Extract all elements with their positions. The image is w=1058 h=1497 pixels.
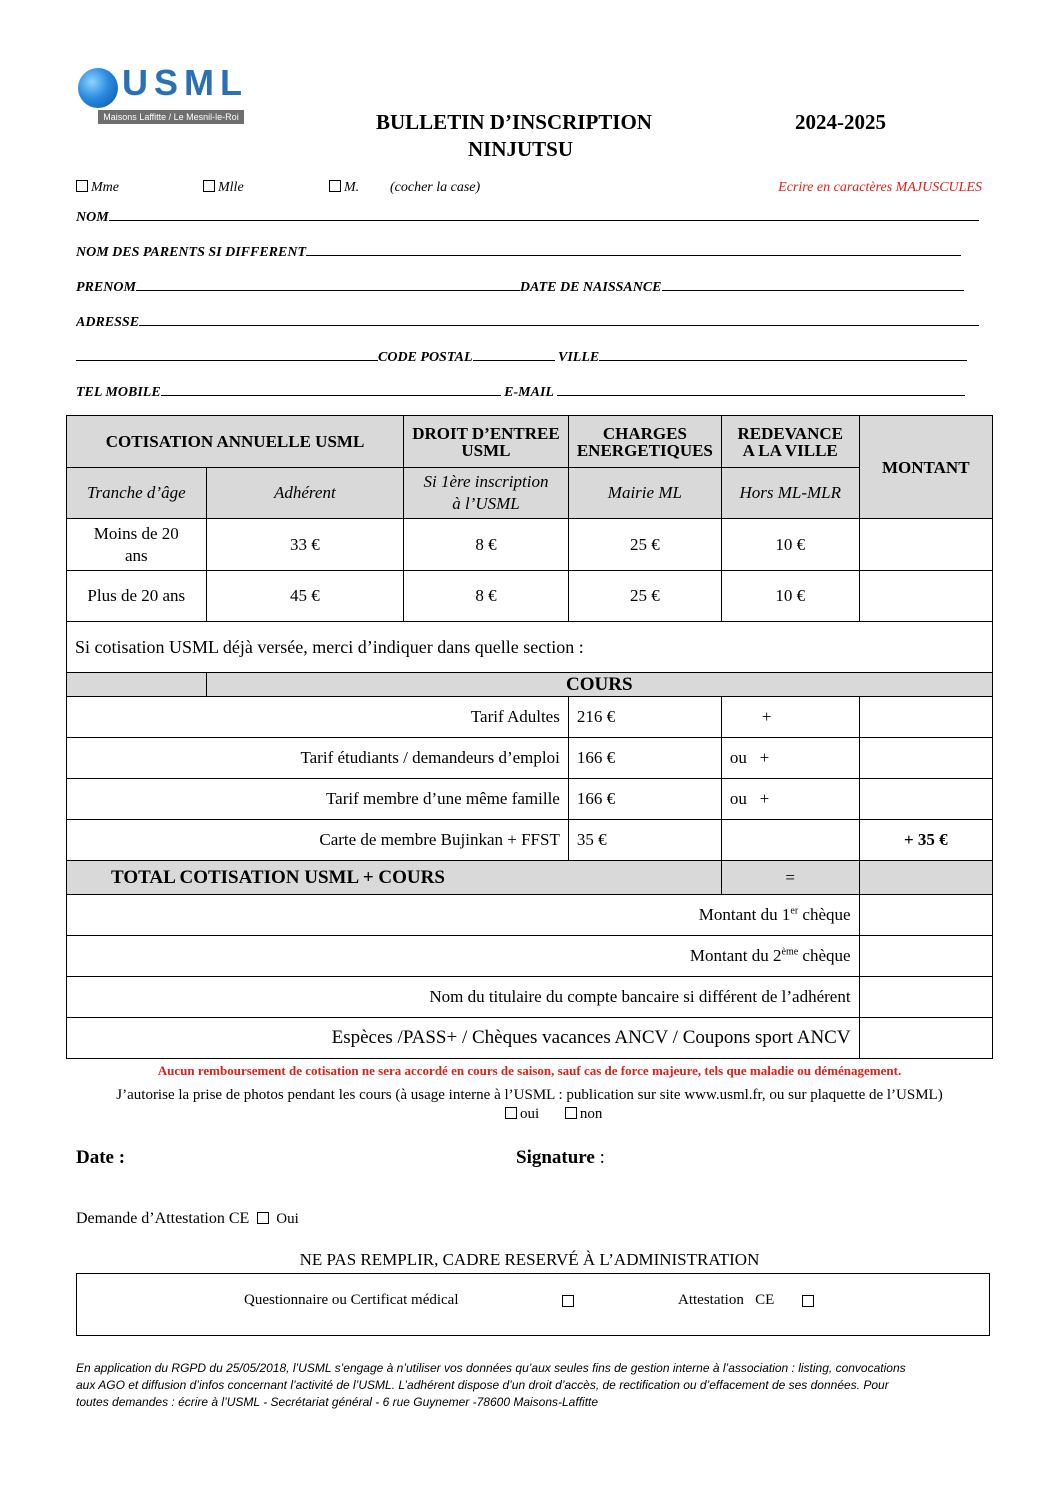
- payment-field[interactable]: [859, 1018, 992, 1059]
- header-charges: CHARGES ENERGETIQUES: [568, 416, 721, 468]
- photo-non[interactable]: non: [565, 1106, 603, 1122]
- civility-mme[interactable]: Mme: [76, 180, 119, 196]
- logo-subtitle: Maisons Laffitte / Le Mesnil-le-Roi: [98, 110, 244, 124]
- field-nom[interactable]: NOM: [76, 207, 982, 226]
- montant-cell[interactable]: [859, 779, 992, 820]
- checkbox-icon[interactable]: [257, 1212, 269, 1224]
- gdpr-notice: En application du RGPD du 25/05/2018, l’USML s’engage à n’utiliser vos données qu’aux seules fins de gestion interne à l’association : listing, convocations aux AGO et diffusion d’infos concernant l’activité de l’USML. L’adhérent dispose d’un droit d’accès, de rectification ou d’effacement de ses données. Pour toutes demandes : écrire à l’USML - Secrétariat général - 6 rue Guynemer -78600 Maisons-Laffitte: [76, 1361, 906, 1409]
- montant-cell[interactable]: [859, 571, 992, 622]
- admin-attestation: Attestation CE: [678, 1292, 775, 1308]
- refund-warning: Aucun remboursement de cotisation ne sera accordé en cours de saison, sauf cas de force majeure, tels que maladie ou déménagement.: [157, 1063, 902, 1078]
- total-label: TOTAL COTISATION USML + COURS: [67, 861, 722, 895]
- civility-mlle[interactable]: Mlle: [203, 180, 244, 196]
- checkbox-icon[interactable]: [565, 1107, 577, 1119]
- cheque2-label: Montant du 2ème chèque: [67, 936, 860, 977]
- logo-name: USML: [122, 62, 248, 103]
- sub-mairie: Mairie ML: [568, 468, 721, 519]
- sub-premiere: Si 1ère inscription à l’USML: [404, 468, 569, 519]
- total-op: =: [721, 861, 859, 895]
- caps-notice: Ecrire en caractères MAJUSCULES: [778, 180, 982, 195]
- photo-choices: [505, 1106, 602, 1123]
- titulaire-label: Nom du titulaire du compte bancaire si différent de l’adhérent: [67, 977, 860, 1018]
- field-adresse[interactable]: ADRESSE: [76, 312, 982, 331]
- sub-hors: Hors ML-MLR: [721, 468, 859, 519]
- section-note[interactable]: Si cotisation USML déjà versée, merci d’indiquer dans quelle section :: [67, 622, 993, 673]
- checkbox-icon[interactable]: [76, 180, 88, 192]
- checkbox-icon[interactable]: [562, 1295, 574, 1307]
- montant-cell[interactable]: [859, 697, 992, 738]
- checkbox-icon[interactable]: [505, 1107, 517, 1119]
- attestation-request: Demande d’Attestation CE Oui: [76, 1210, 299, 1227]
- table-row: Carte de membre Bujinkan + FFST 35 € + 35 €: [67, 820, 993, 861]
- cheque1-label: Montant du 1er chèque: [67, 895, 860, 936]
- date-label: Date :: [76, 1147, 126, 1168]
- sub-adherent: Adhérent: [206, 468, 404, 519]
- photo-oui[interactable]: oui: [505, 1106, 539, 1122]
- field-cp-ville[interactable]: CODE POSTAL VILLE: [76, 347, 982, 366]
- total-cell[interactable]: [859, 861, 992, 895]
- admin-box: [76, 1273, 990, 1336]
- admin-title: NE PAS REMPLIR, CADRE RESERVÉ À L’ADMINISTRATION: [299, 1250, 760, 1269]
- table-row: Tarif étudiants / demandeurs d’emploi 166 € ou +: [67, 738, 993, 779]
- sub-tranche: Tranche d’âge: [67, 468, 207, 519]
- checkbox-icon[interactable]: [203, 180, 215, 192]
- titulaire-field[interactable]: [859, 977, 992, 1018]
- photo-consent: J’autorise la prise de photos pendant les cours (à usage interne à l’USML : publication sur site www.usml.fr, ou sur plaquette de l’USML): [116, 1087, 943, 1103]
- table-row: Tarif membre d’une même famille 166 € ou +: [67, 779, 993, 820]
- cheque2-amount[interactable]: [859, 936, 992, 977]
- field-prenom-date[interactable]: PRENOM DATE DE NAISSANCE: [76, 277, 982, 296]
- usml-logo: [78, 62, 248, 128]
- header-cotisation: COTISATION ANNUELLE USML: [67, 416, 404, 468]
- header-droit: DROIT D’ENTREE USML: [404, 416, 569, 468]
- civility-m[interactable]: M.: [329, 180, 359, 196]
- form-title: BULLETIN D’INSCRIPTION: [376, 110, 652, 134]
- field-tel-email[interactable]: TEL MOBILE E-MAIL: [76, 382, 982, 401]
- globe-icon: [78, 68, 118, 108]
- checkbox-icon[interactable]: [802, 1295, 814, 1307]
- header-redevance: REDEVANCE A LA VILLE: [721, 416, 859, 468]
- admin-questionnaire: Questionnaire ou Certificat médical: [244, 1292, 459, 1308]
- table-row: Moins de 20 ans 33 € 8 € 25 € 10 €: [67, 519, 993, 571]
- form-subtitle: NINJUTSU: [468, 137, 574, 161]
- civility-hint: (cocher la case): [390, 180, 481, 195]
- payment-methods: Espèces /PASS+ / Chèques vacances ANCV / Coupons sport ANCV: [67, 1018, 860, 1059]
- checkbox-icon[interactable]: [329, 180, 341, 192]
- header-montant: MONTANT: [859, 416, 992, 519]
- montant-cell[interactable]: [859, 519, 992, 571]
- field-nom-parents[interactable]: NOM DES PARENTS SI DIFFERENT: [76, 242, 982, 261]
- montant-cell[interactable]: [859, 738, 992, 779]
- cotisation-table: [66, 415, 993, 1059]
- signature-label: Signature :: [516, 1147, 605, 1168]
- cours-title: COURS: [206, 673, 992, 697]
- season: 2024-2025: [795, 110, 886, 134]
- table-row: Tarif Adultes 216 € +: [67, 697, 993, 738]
- cheque1-amount[interactable]: [859, 895, 992, 936]
- table-row: Plus de 20 ans 45 € 8 € 25 € 10 €: [67, 571, 993, 622]
